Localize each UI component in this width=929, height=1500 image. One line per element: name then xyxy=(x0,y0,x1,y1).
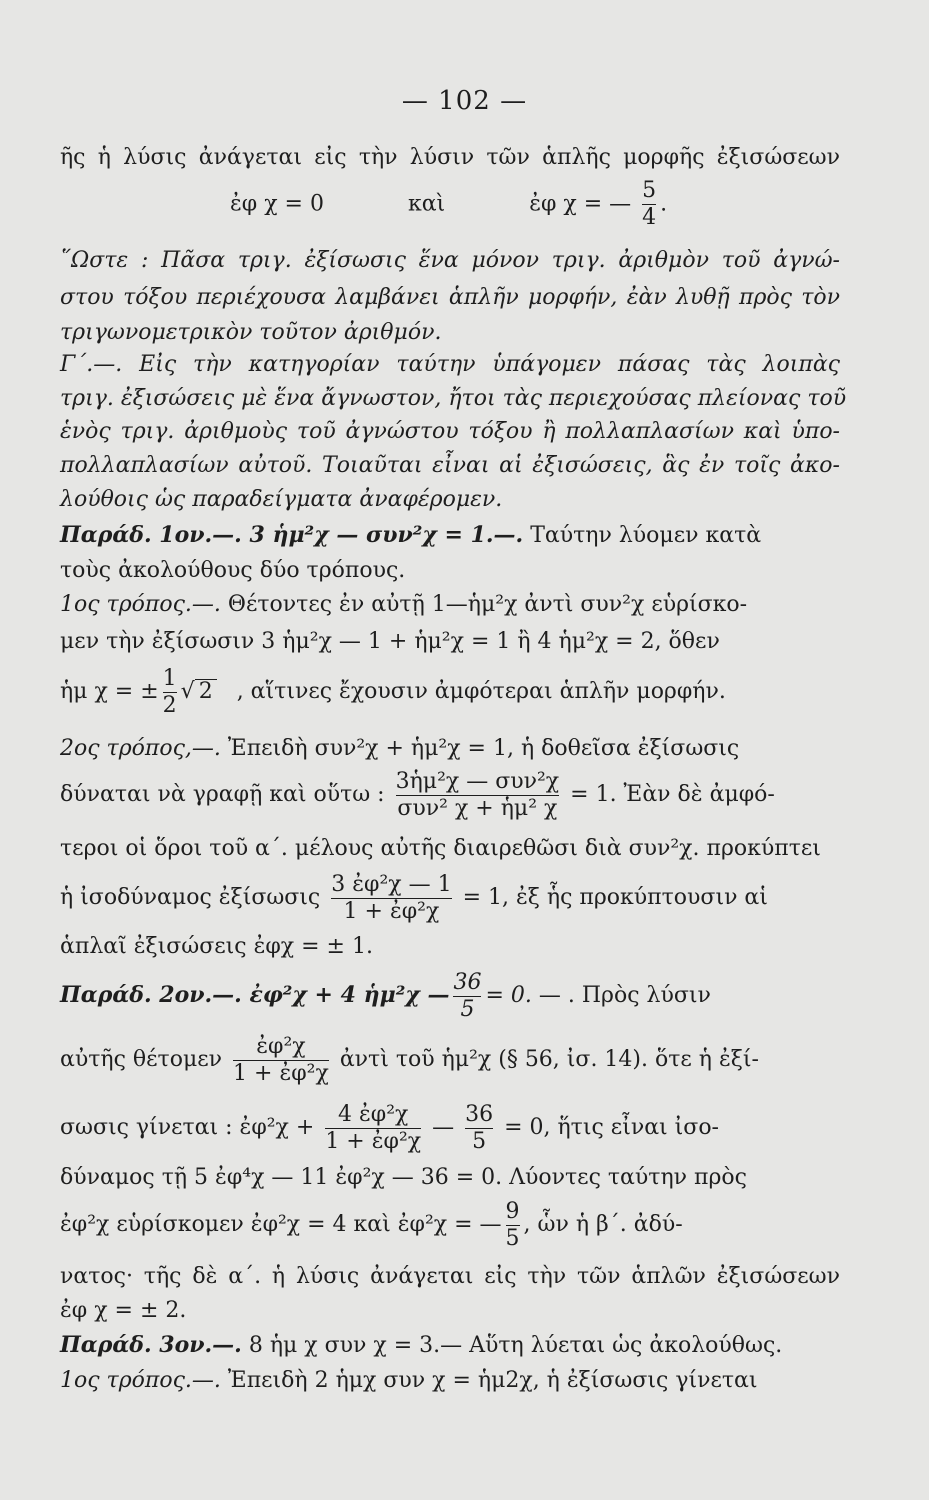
text: Ἐπειδὴ συν²χ + ἡμ²χ = 1, ἡ δοθεῖσα ἐξίσωσις xyxy=(227,736,740,761)
fraction: $\frac{36}{5}$ xyxy=(465,1101,494,1154)
fraction: $\frac{\text{4 ἐφ²χ}}{\text{1 + ἐφ²χ}}$ xyxy=(325,1101,422,1154)
text-line: δύναμος τῇ 5 ἐφ⁴χ — 11 ἐφ²χ — 36 = 0. Λύοντες ταύτην πρὸς xyxy=(60,1165,747,1190)
text-line: λούθοις ὡς παραδείγματα ἀναφέρομεν. xyxy=(60,487,503,512)
text-line: ἁπλαῖ ἐξισώσεις ἐφχ = ± 1. xyxy=(60,934,373,959)
text: σωσις γίνεται : ἐφ²χ + xyxy=(60,1115,315,1140)
text: = 1, ἐξ ἧς προκύπτουσιν αἱ xyxy=(462,885,768,910)
text-line xyxy=(60,590,840,620)
text-line: ἐφ χ = ± 2. xyxy=(60,1298,187,1323)
example-heading-line xyxy=(60,965,840,1025)
equation-line: ἡμ χ = ± $\frac{1}{2}$ √ 2 , αἵτινες ἔχουσιν ἀμφότεραι ἁπλῆν μορφήν. xyxy=(60,665,726,718)
equation-line xyxy=(60,1098,840,1158)
text: Ἐπειδὴ 2 ἡμχ συν χ = ἡμ2χ, ἡ ἐξίσωσις γίνεται xyxy=(227,1368,758,1393)
text: αὐτῆς θέτομεν xyxy=(60,1047,223,1072)
text: , αἵτινες ἔχουσιν ἀμφότεραι ἁπλῆν μορφήν. xyxy=(236,679,726,704)
text: δύναται νὰ γραφῇ καὶ οὕτω : xyxy=(60,782,385,807)
text: 8 ἡμ χ συν χ = 3.— Αὕτη λύεται ὡς ἀκολούθως. xyxy=(248,1333,783,1358)
text: = 1. Ἐὰν δὲ ἀμφό- xyxy=(570,782,775,807)
equation-line: ἐφ χ = 0 καὶ ἐφ χ = — $\frac{5}{4}$ . xyxy=(230,178,668,230)
text: , ὧν ἡ β΄. ἀδύ- xyxy=(523,1212,683,1237)
text-line: τριγ. ἐξισώσεις μὲ ἕνα ἄγνωστον, ἤτοι τὰς περιεχούσας πλείονας τοῦ xyxy=(60,386,847,411)
example-heading: Παράδ. 3ον.—. xyxy=(60,1332,242,1358)
text: ἐφ²χ εὑρίσκομεν ἐφ²χ = 4 καὶ ἐφ²χ = — xyxy=(60,1212,502,1237)
text-line xyxy=(60,734,840,764)
radicand: 2 xyxy=(195,679,217,704)
conjunction: καὶ xyxy=(407,191,446,217)
fraction: $\frac{5}{4}$ xyxy=(642,178,657,230)
text-line: πολλαπλασίων αὐτοῦ. Τοιαῦται εἶναι αἱ ἐξισώσεις, ἃς ἐν τοῖς ἀκο- xyxy=(60,453,840,478)
text-line: νατος· τῆς δὲ α΄. ἡ λύσις ἀνάγεται εἰς τὴν τῶν ἁπλῶν ἐξισώσεων xyxy=(60,1264,840,1289)
example-heading-line xyxy=(60,1330,840,1361)
equation-line xyxy=(60,868,840,928)
fraction: $\frac{\text{3 ἐφ²χ — 1}}{\text{1 + ἐφ²χ}}$ xyxy=(331,871,452,924)
equation: ἐφ χ = — xyxy=(529,191,632,217)
text-line: μεν τὴν ἐξίσωσιν 3 ἡμ²χ — 1 + ἡμ²χ = 1 ἢ 4 ἡμ²χ = 2, ὅθεν xyxy=(60,629,720,654)
text: — . Πρὸς λύσιν xyxy=(538,983,711,1008)
example-heading: Παράδ. 1ον.—. 3 ἡμ²χ — συν²χ = 1.—. xyxy=(60,522,524,548)
text: = 0, ἥτις εἶναι ἰσο- xyxy=(504,1115,719,1140)
text-line: ῞Ωστε : Πᾶσα τριγ. ἐξίσωσις ἕνα μόνον τριγ. ἀριθμὸν τοῦ ἀγνώ- xyxy=(60,248,840,273)
text-line: τοὺς ἀκολούθους δύο τρόπους. xyxy=(60,558,406,583)
text-line: στου τόξου περιέχουσα λαμβάνει ἁπλῆν μορφήν, ἐὰν λυθῇ πρὸς τὸν xyxy=(60,285,840,310)
text: ἡ ἰσοδύναμος ἐξίσωσις xyxy=(60,885,321,910)
example-heading: Παράδ. 2ον.—. ἐφ²χ + 4 ἡμ²χ — xyxy=(60,982,450,1008)
text-line: Γ΄.—. Εἰς τὴν κατηγορίαν ταύτην ὑπάγομεν πάσας τὰς λοιπὰς xyxy=(60,352,840,377)
text-line: ἑνὸς τριγ. ἀριθμοὺς τοῦ ἀγνώστου τόξου ἢ πολλαπλασίων καὶ ὑπο- xyxy=(60,419,840,444)
fraction: $\frac{\text{3ἡμ²χ — συν²χ}}{\text{συν² χ + ἡμ² χ}}$ xyxy=(395,768,560,821)
method-heading: 2ος τρόπος,—. xyxy=(60,736,221,761)
method-heading: 1ος τρόπος.—. xyxy=(60,592,221,617)
equation: ἡμ χ = ± xyxy=(60,679,159,704)
text-line xyxy=(60,1366,840,1396)
fraction: $\frac{\text{ἐφ²χ}}{\text{1 + ἐφ²χ}}$ xyxy=(233,1033,329,1086)
page-number: — 102 — xyxy=(401,86,528,116)
text-line: ῆς ἡ λύσις ἀνάγεται εἰς τὴν λύσιν τῶν ἁπλῆς μορφῆς ἐξισώσεων xyxy=(60,145,840,170)
example-heading-line xyxy=(60,520,840,551)
equation-line xyxy=(60,1195,840,1255)
equation-line xyxy=(60,1030,840,1090)
text-line: τριγωνομετρικὸν τοῦτον ἀριθμόν. xyxy=(60,320,442,345)
text-line: τεροι οἱ ὅροι τοῦ α΄. μέλους αὐτῆς διαιρεθῶσι διὰ συν²χ. προκύπτει xyxy=(60,836,821,861)
equation: ἐφ χ = 0 xyxy=(230,191,324,217)
fraction: $\frac{1}{2}$ xyxy=(162,665,177,718)
equation-line xyxy=(60,765,840,825)
text: Θέτοντες ἐν αὐτῇ 1—ἡμ²χ ἀντὶ συν²χ εὑρίσκο- xyxy=(227,592,748,617)
equation: = 0. xyxy=(485,983,532,1008)
fraction: $\frac{9}{5}$ xyxy=(505,1198,520,1251)
minus-sign: — xyxy=(432,1115,455,1140)
text: ἀντὶ τοῦ ἡμ²χ (§ 56, ἰσ. 14). ὅτε ἡ ἐξί- xyxy=(339,1047,759,1072)
text: Ταύτην λύομεν κατὰ xyxy=(530,523,762,548)
method-heading: 1ος τρόπος.—. xyxy=(60,1368,221,1393)
fraction: $\frac{36}{5}$ xyxy=(453,969,482,1022)
